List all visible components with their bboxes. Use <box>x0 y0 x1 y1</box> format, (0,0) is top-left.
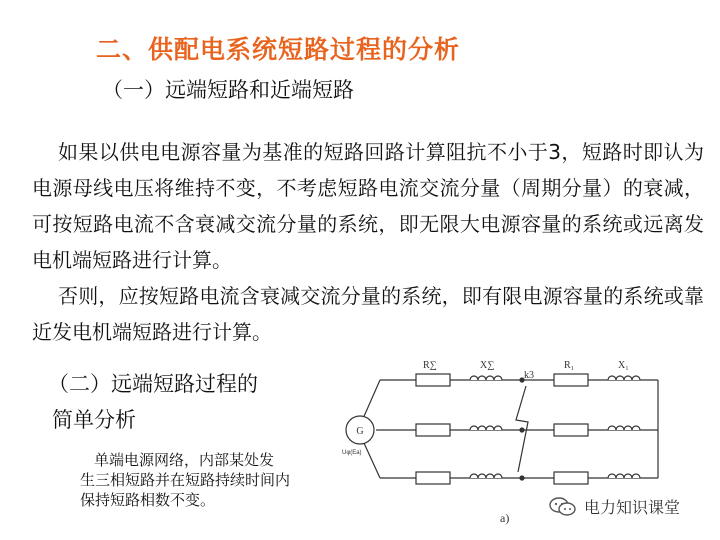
resistor-source-c <box>416 472 450 484</box>
label-x-source: X∑ <box>480 360 495 371</box>
resistor-load-b <box>554 424 588 436</box>
label-r-source: R∑ <box>423 360 437 371</box>
generator-label: G <box>356 426 364 437</box>
circuit-note-line3: 保持短路相数不变。 <box>80 491 216 509</box>
section-2-heading-line1: （二）远端短路过程的 <box>48 372 258 396</box>
resistor-load-a <box>554 374 588 386</box>
section-1-heading: （一）远端短路和近端短路 <box>102 78 354 102</box>
inductor-source-c <box>470 474 502 478</box>
circuit-note-line2: 生三相短路并在短路持续时间内 <box>80 471 291 489</box>
inductor-source-b <box>470 426 502 430</box>
label-x-load: X₁ <box>618 360 629 371</box>
circuit-note <box>80 450 330 510</box>
inductor-load-b <box>608 426 640 430</box>
slide-title: 二、供配电系统短路过程的分析 <box>96 35 461 64</box>
circuit-caption: a) <box>500 511 510 525</box>
circuit-note-line1: 单端电源网络，内部某处发 <box>94 451 275 469</box>
watermark <box>548 495 680 518</box>
label-fault: k3 <box>524 370 534 381</box>
label-r-load: R₁ <box>564 360 575 371</box>
resistor-load-c <box>554 472 588 484</box>
inductor-source-a <box>470 376 502 380</box>
inductor-load-c <box>608 474 640 478</box>
wechat-icon <box>548 496 578 518</box>
fault-symbol <box>516 378 528 480</box>
paragraph-1: 如果以供电电源容量为基准的短路回路计算阻抗不小于3，短路时即认为电源母线电压将维持不变，不考虑短路电流交流分量（周期分量）的衰减，可按短路电流不含衰减交流分量的系统，即无限大电源容量的系统或远离发电机端短路进行计算。 <box>32 140 704 272</box>
resistor-source-a <box>416 374 450 386</box>
paragraph-2: 否则，应按短路电流含衰减交流分量的系统，即有限电源容量的系统或靠近发电机端短路进行计算。 <box>32 284 704 344</box>
section-2-heading-line2: 简单分析 <box>52 408 136 432</box>
resistor-source-b <box>416 424 450 436</box>
source-label: Uφ(Ea) <box>342 450 362 456</box>
section-2-heading <box>48 366 318 438</box>
inductor-load-a <box>608 376 640 380</box>
watermark-text: 电力知识课堂 <box>584 498 681 517</box>
